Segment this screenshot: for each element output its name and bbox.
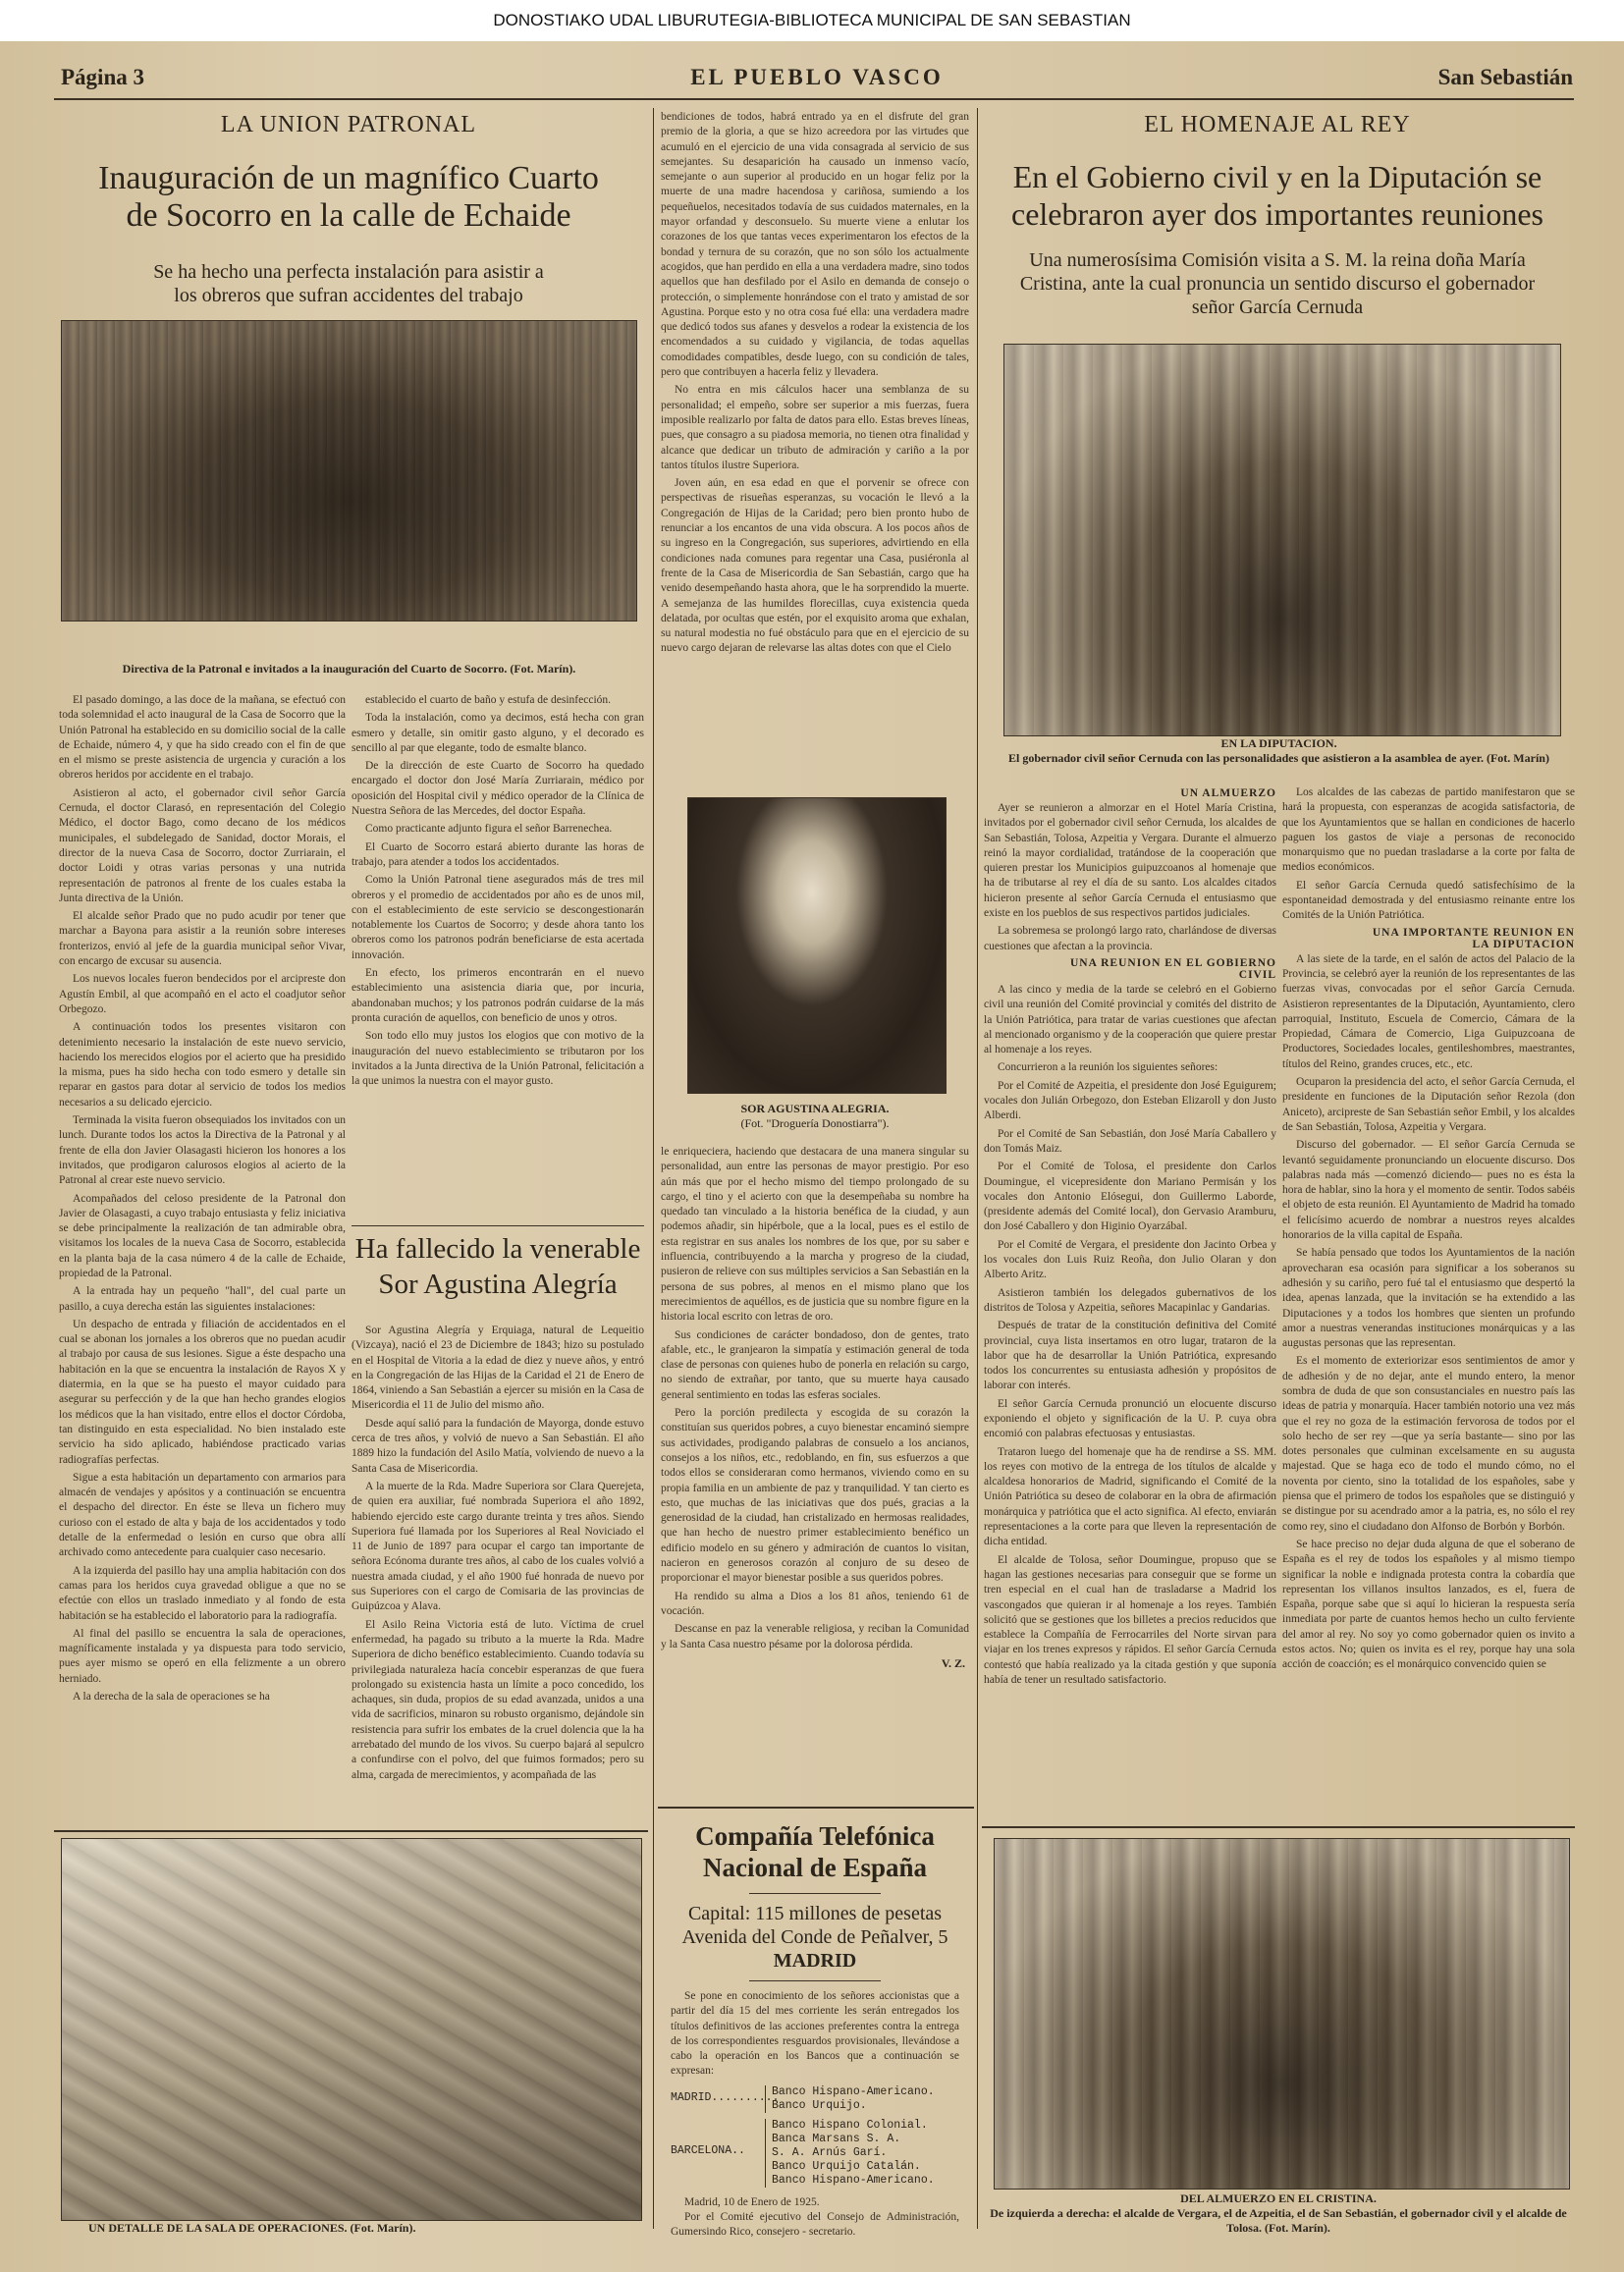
union-header bbox=[54, 110, 643, 316]
madrid-label: MADRID.......... bbox=[671, 2090, 780, 2104]
union-kicker: LA UNION PATRONAL bbox=[220, 112, 477, 137]
homenaje-paragraph: Después de tratar de la constitución definitiva del Comité provincial, cuya lista insertamos en otro lugar, trataron de la labor que ha de desarrollar la Unión Patriótica, expresando todos los concurrentes su entusiasta adhesión y propósitos de laborar con interés. bbox=[984, 1320, 1276, 1392]
homenaje-paragraph: Discurso del gobernador. — El señor García Cernuda se levantó seguidamente pronunciando un elocuente discurso. Dos palabras nada más —comenzó diciendo— pues no es ésta la hora de hablar, sino la hora y el momento de sentir. Todos sabéis el objeto de esta reunión. El Ayuntamiento de Madrid ha tomado el felicísimo acuerdo de nombrar a nuestros reyes alcaldes honorarios de la villa capital de España. bbox=[1282, 1139, 1575, 1242]
union-headline: Inauguración de un magnífico Cuarto de Socorro en la calle de Echaide bbox=[98, 160, 599, 234]
union-paragraph: Como la Unión Patronal tiene asegurados más de tres mil obreros y el promedio de accidentados por año es de unos mil, con el establecimiento de este servicio se descongestionarán notablemente los Cuartos de Socorro; y desde ahora tanto los obreros como los patronos podrán beneficiarse de esta acertada innovación. bbox=[352, 874, 644, 961]
union-paragraph: El pasado domingo, a las doce de la mañana, se efectuó con toda solemnidad el acto inaugural de la Casa de Socorro que la Unión Patronal ha establecido en su domicilio social de la calle de Echaide, número 4, y que ha sido creado con el fin de que en el mismo se preste asistencia de urgencia y curación a los obreros heridos por accidente en el trabajo. bbox=[59, 694, 346, 782]
sor-body bbox=[352, 1324, 644, 1814]
union-paragraph: A la izquierda del pasillo hay una amplia habitación con dos camas para los heridos cuya gravedad obligue a que no se efectúe con ellos un traslado inmediato y al fondo de esta habitación se ha establecido el laboratorio para la radiografía. bbox=[59, 1564, 346, 1622]
operating-room-caption: UN DETALLE DE LA SALA DE OPERACIONES. (Fot. Marín). bbox=[88, 2221, 416, 2235]
sor-agustina-photo bbox=[687, 797, 947, 1094]
homenaje-paragraph: La sobremesa se prolongó largo rato, charlándose de diversas cuestiones que afectan a la provincia. bbox=[984, 925, 1276, 952]
section-rule bbox=[54, 1830, 648, 1832]
ad-divider bbox=[749, 1893, 881, 1894]
bank-name: Banca Marsans S. A. bbox=[772, 2132, 901, 2145]
page-number: Página 3 bbox=[61, 65, 144, 89]
sor-paragraph: Joven aún, en esa edad en que el porvenir se ofrece con perspectivas de risueñas esperanzas, su vocación le llevó a la Congregación de Hijas de la Caridad; pero bien pronto hubo de renunciar a los encantos de una vida obscura. A los pocos años de su ingreso en la Congregación, sus superiores, advirtiendo en ella condiciones nada comunes para regentar una Casa, pusiéronla al frente de la Casa de Misericordia de San Sebastián, cargo que ha venido desempeñando hasta ahora, que le ha sorprendido la muerte. A semejanza de las humildes florecillas, cuya existencia queda delatada, por ocultas que estén, por el exquisito aroma que exhalan, su natural modestia no fué obstáculo para que en el ejercicio de su nuevo cargo dejaran de relevarse las altas dotes con que el Cielo bbox=[661, 477, 969, 655]
sor-paragraph: Sor Agustina Alegría y Erquiaga, natural de Lequeitio (Vizcaya), nació el 23 de Diciembre de 1843; hizo su postulado en el Hospital de Vitoria a la edad de diez y nueve años, y entró en la Congregación de las Hijas de la Caridad el 21 de Enero de 1864, viniendo a San Sebastián a ejercer su misión en la Casa de Misericordia el 11 de Julio del mismo año. bbox=[352, 1325, 644, 1412]
homenaje-paragraph: Ocuparon la presidencia del acto, el señor García Cernuda, el presidente en funciones de la Diputación señor Rezola (don Aniceto), arcipreste de San Sebastián señor Embil, y los alcaldes de San Sebastián, Tolosa, Azpeitia y Vergara. bbox=[1282, 1076, 1575, 1133]
homenaje-paragraph: Por el Comité de Vergara, el presidente don Jacinto Orbea y los vocales don Luis Ruiz Reoña, don Julio Olaran y don Alberto Aritz. bbox=[984, 1238, 1276, 1281]
union-photo-caption-wrap bbox=[57, 662, 641, 681]
bank-name: Banco Hispano Colonial. bbox=[772, 2118, 928, 2132]
sor-paragraph: le enriqueciera, haciendo que destacara de una manera singular su personalidad, aun entre las personas de mayor prestigio. Por eso aún más que por el hecho mismo del tiempo prolongado de su cargo, el tino y el acierto con que la desempeñaba su nombre ha quedado tan vinculado a la historia benéfica de la ciudad, y aun podemos añadir, sin hipérbole, que a la local, pues es el estilo de esta registrar en sus anales los nombres de los que, por su saber e influencia, contribuyendo a la marcha y progreso de la ciudad, pusieron de relieve con sus múltiples servicios a San Sebastián en la persona de sus pobres, al menos en el mismo plano que los merecimientos de aquéllos, es de justicia que su nombre figure en la historia local escrito con letras de oro. bbox=[661, 1146, 969, 1324]
homenaje-body-right bbox=[1282, 785, 1575, 1818]
homenaje-kicker: EL HOMENAJE AL REY bbox=[1144, 112, 1411, 137]
diputacion-photo bbox=[1003, 344, 1561, 736]
homenaje-paragraph: Concurrieron a la reunión los siguientes señores: bbox=[998, 1061, 1218, 1074]
sor-paragraph: Ha rendido su alma a Dios a los 81 años, teniendo 61 de vocación. bbox=[661, 1590, 969, 1617]
barcelona-label: BARCELONA.. bbox=[671, 2143, 745, 2157]
union-paragraph: A la entrada hay un pequeño "hall", del cual parte un pasillo, a cuya derecha están las siguientes instalaciones: bbox=[59, 1285, 346, 1313]
union-paragraph: Como practicante adjunto figura el señor Barrenechea. bbox=[365, 823, 613, 836]
homenaje-paragraph: El señor García Cernuda quedó satisfechísimo de la espontaneidad demostrada y del entusiasmo reinante entre los Comités de la Unión Patriótica. bbox=[1282, 879, 1575, 922]
bank-name: Banco Hispano-Americano. bbox=[772, 2084, 935, 2098]
diputacion-photo-title: EN LA DIPUTACION. bbox=[1220, 736, 1337, 750]
union-body-right bbox=[352, 693, 644, 1223]
sor-body-mid bbox=[661, 1145, 969, 1799]
union-photo-caption: Directiva de la Patronal e invitados a la inauguración del Cuarto de Socorro. (Fot. Marín). bbox=[122, 662, 576, 676]
bank-name: Banco Urquijo. bbox=[772, 2098, 867, 2112]
almuerzo-photo-title: DEL ALMUERZO EN EL CRISTINA. bbox=[1180, 2191, 1377, 2205]
homenaje-paragraph: Por el Comité de Azpeitia, el presidente don José Eguigurem; vocales don Julián Orbegozo, don Esteban Elizaroll y don Justo Alberdi. bbox=[984, 1079, 1276, 1122]
union-paragraph: Son todo ello muy justos los elogios que con motivo de la inauguración del nuevo establecimiento se tributaron por los invitados a la Junta directiva de la Unión Patronal, felicitación a la que unimos la nuestra con el mayor gusto. bbox=[352, 1030, 644, 1088]
union-paragraph: Sigue a esta habitación un departamento con armarios para almacén de vendajes y apósitos y a continuación se encuentra el despacho del director. En éste se lleva un fichero muy curioso con el estado de alta y baja de los accidentados y todo detalle de la enfermedad o lesión en curso que obra allí archivado como antecedente para cualquier caso necesario. bbox=[59, 1471, 346, 1559]
sor-paragraph: A la muerte de la Rda. Madre Superiora sor Clara Querejeta, de quien era auxiliar, fué nombrada Superiora el año 1892, habiendo ejercido este cargo durante treinta y tres años. Siendo Superiora fué llamada por los Superiores al Real Noviciado el 11 de Junio de 1897 para ocupar el cargo tan importante de señora Ecónoma durante tres años, al cabo de los cuales volvió a nuestra amada ciudad, y el año 1900 fué honrada de nuevo por sus Superiores con el cargo de Comisaria de las provincias de Guipúzcoa y Alava. bbox=[352, 1480, 644, 1613]
homenaje-paragraph: Se había pensado que todos los Ayuntamientos de la nación aprovecharan esa ocasión para significar a los soberanos su adhesión y su cariño, pero fué tal el entusiasmo que despertó la idea, apenas lanzada, que la invitación se ha extendido a las Diputaciones y a todos los hombres que sienten un profundo amor a nuestras venerandas instituciones monárquicas y a las augustas personas que las representan. bbox=[1282, 1247, 1575, 1350]
homenaje-paragraph: Es el momento de exteriorizar esos sentimientos de amor y de adhesión y de no dejar, ante el mundo entero, la menor sombra de duda de que son consustanciales en nuestro país las ideas de patria y monarquía. Hacer también notorio una vez más que el rey no goza de la estimación fervorosa de todos por el solo hecho de ser rey —que ya sería bastante— sino por las dotes personales que culminan excelsamente en su augusta majestad. Que se haga eco de todo el mundo cómo, no el noventa por ciento, sino la totalidad de los españoles, sabe y piensa que el primero de todos los españoles que se distinguió y se distingue por su acendrado amor a la patria, es, no sólo el rey como rey, sino el ciudadano don Alfonso de Borbón y Borbón. bbox=[1282, 1355, 1575, 1533]
ad-divider bbox=[749, 1980, 881, 1981]
union-paragraph: Los nuevos locales fueron bendecidos por el arcipreste don Agustín Embil, al que acompañó en el acto el coadjutor señor Orbegozo. bbox=[59, 973, 346, 1015]
section-rule bbox=[982, 1826, 1575, 1828]
section-heading: UNA IMPORTANTE REUNION EN LA DIPUTACION bbox=[1372, 926, 1575, 950]
column-rule bbox=[653, 108, 654, 2229]
operating-room-caption-wrap bbox=[88, 2221, 619, 2241]
homenaje-subhead: Una numerosísima Comisión visita a S. M. la reina doña María Cristina, ante la cual pronuncia un sentido discurso el gobernador señor García Cernuda bbox=[1019, 249, 1536, 318]
homenaje-paragraph: Asistieron también los delegados gubernativos de los distritos de Tolosa y Azpeitia, señores Macapinlac y Gandarias. bbox=[984, 1286, 1276, 1314]
union-paragraph: De la dirección de este Cuarto de Socorro ha quedado encargado el doctor don José María Zurriarain, médico por oposición del Hospital civil y médico operador de la Clínica de Nuestra Señora de las Mercedes, del doctor España. bbox=[352, 760, 644, 818]
union-paragraph: Terminada la visita fueron obsequiados los invitados con un lunch. Durante todos los actos la Directiva de la Patronal y al frente de ella don Javier Olasagasti hicieron los honores a los invitados, que prodigaron calurosos elogios al acierto de la Patronal al crear este nuevo servicio. bbox=[59, 1114, 346, 1187]
homenaje-paragraph: A las cinco y media de la tarde se celebró en el Gobierno civil una reunión del Comité provincial y comités del distrito de la Unión Patriótica, para tratar de varias cuestiones que afectan al mencionado organismo y de la cooperación que quiere prestar al homenaje a los reyes. bbox=[984, 983, 1276, 1056]
sor-signature: V. Z. bbox=[941, 1655, 965, 1670]
union-paragraph: En efecto, los primeros encontrarán en el nuevo establecimiento una asistencia diaria que, por incuria, abandonaban muchos; y los patronos podrán cuidarse de la más pronta curación de aquellos, con beneficio de unos y otros. bbox=[352, 967, 644, 1024]
sor-photo-credit: (Fot. "Droguería Donostiarra"). bbox=[740, 1116, 890, 1130]
union-paragraph: Un despacho de entrada y filiación de accidentados en el cual se abonan los jornales a los obreros que no puedan acudir al trabajo por causa de sus lesiones. Sigue a éste despacho una habitación en la que se encuentra la instalación de Rayos X y diatermia, en la que se ha puesto el mayor cuidado para asegurar su perfección y de la que han hecho grandes elogios los médicos que la han visitado, entre ellos el doctor Córdoba, tan distinguido en esta especialidad. No bien instalado este servicio ha sido aplicado, habiéndose practicado varias radiografías perfectas. bbox=[59, 1318, 346, 1466]
sor-paragraph: Desde aquí salió para la fundación de Mayorga, donde estuvo cerca de tres años, y volvió de nuevo a San Sebastián. El año 1889 hizo la fundación del Asilo Matía, volviendo de nuevo a la Santa Casa de Misericordia. bbox=[352, 1417, 644, 1475]
masthead-rule bbox=[54, 98, 1574, 100]
section-heading: UN ALMUERZO bbox=[1180, 787, 1276, 799]
homenaje-paragraph: El alcalde de Tolosa, señor Doumingue, propuso que se hagan las gestiones necesarias para conseguir que se forme un tren especial en el cual han de trasladarse a Madrid los vascongados que quieran ir al homenaje a los reyes. También solicitó que se gestiones que los billetes a precios reducidos que establece la Compañía de Ferrocarriles del Norte sirvan para viajar en los trenes expresos y rápidos. El señor García Cernuda contestó que había realizado ya la citada gestión y que suponía había de tener un resultado satisfactorio. bbox=[984, 1553, 1276, 1687]
telefonica-notice: Se pone en conocimiento de los señores accionistas que a partir del día 15 del mes corriente les serán entregados los títulos definitivos de las acciones preferentes contra la entrega de los correspondientes resguardos provisionales, llevándose a cabo la operación en los Bancos que a continuación se expresan: bbox=[671, 1990, 959, 2078]
homenaje-paragraph: A las siete de la tarde, en el salón de actos del Palacio de la Provincia, se celebró ayer la reunión de los representantes de las fuerzas vivas, convocadas por el señor García Cernuda. Asistieron representantes de la Diputación, Ayuntamiento, clero parroquial, Instituto, Escuela de Comercio, Cámara de la Propiedad, Cámara de Comercio, Liga Guipuzcoana de Productores, Sociedades locales, gentileshombres, maestrantes, títulos del Reino, grandes cruces, etc., etc. bbox=[1282, 952, 1575, 1070]
union-paragraph: Asistieron al acto, el gobernador civil señor García Cernuda, el doctor Clarasó, en representación del Colegio Médico, el doctor Bago, como decano de los médicos municipales, el subdelegado de Sanidad, doctor Morais, el director de la nueva Casa de Socorro, doctor Zurriarain, el doctor Loidi y otras varias personas y una nutrida representación de patronos al frente de los cuales estaba la Junta directiva de la Unión. bbox=[59, 786, 346, 904]
ad-border-top bbox=[658, 1807, 974, 1809]
homenaje-header bbox=[980, 110, 1575, 342]
section-rule bbox=[352, 1225, 644, 1226]
column-rule bbox=[977, 108, 978, 2229]
bank-name: Banco Hispano-Americano. bbox=[772, 2173, 935, 2187]
sor-photo-caption-wrap bbox=[661, 1102, 969, 1137]
masthead bbox=[61, 65, 1573, 94]
homenaje-paragraph: Ayer se reunieron a almorzar en el Hotel María Cristina, invitados por el gobernador civil señor Cernuda, los alcaldes de San Sebastián, Tolosa, Azpeitia y Vergara. Durante el almuerzo reinó la mayor cordialidad, tratándose de la cooperación que quieren prestar los Municipios guipuzcoanos al homenaje que ha de tributarse al rey el día de su santo. Los alcaldes citados hicieron presente al señor García Cernuda el entusiasmo que existe en los pueblos de sus respectivos partidos judiciales. bbox=[984, 802, 1276, 920]
sor-paragraph: Pero la porción predilecta y escogida de su corazón la constituían sus queridos pobres, a cuyo bienestar encaminó siempre sus actividades, prodigando palabras de consuelo a los ancianos, consejos a los niños, etc., redoblando, en fin, sus esfuerzos a que todos ellos se consideraran como hermanos, viviendo como en su propia familia en un ambiente de paz y tranquilidad. Y tan cierto es esto, que muchas de las iniciativas que dos pués, gracias a la generosidad de la ciudad, han cristalizado en hermosas realidades, que han hecho de nuestro primer establecimiento benéfico un edificio modelo en su género y admiración de cuantos lo visitan, nacieron en generosos corazón al conjuro de su deseo de proporcionar el mayor bienestar posible a sus queridos pobres. bbox=[661, 1407, 969, 1585]
bank-name: S. A. Arnús Garí. bbox=[772, 2145, 888, 2159]
union-subhead: Se ha hecho una perfecta instalación para asistir a los obreros que sufran accidentes del trabajo bbox=[153, 261, 544, 306]
homenaje-paragraph: Por el Comité de San Sebastián, don José María Caballero y don Tomás Maiz. bbox=[984, 1127, 1276, 1155]
homenaje-paragraph: Se hace preciso no dejar duda alguna de que el soberano de España es el rey de todos los españoles y al mismo tiempo significar la noble e indignada protesta contra la cobardía que representan los villanos insultos lanzados, es el, fuera de España, porque sabe que si aquí lo hicieran la respuesta sería inmediata por parte de cuantos hemos hecho un culto ferviente del amor al rey. No soy yo como gobernador quien os invito a estos actos. No; quien os invita es el rey, porque hay una sola acción de coacción; es el monárquico convencido quien se bbox=[1282, 1538, 1575, 1671]
union-paragraph: A la derecha de la sala de operaciones se ha bbox=[73, 1691, 270, 1703]
operating-room-photo bbox=[61, 1838, 642, 2221]
telefonica-city: MADRID bbox=[773, 1950, 857, 1972]
union-photo bbox=[61, 320, 637, 622]
telefonica-address: Avenida del Conde de Peñalver, 5 bbox=[681, 1926, 948, 1948]
homenaje-paragraph: El señor García Cernuda pronunció un elocuente discurso exponiendo el objeto y significación de la U. P. cuya obra encomió con palabras efectuosas y entusiastas. bbox=[984, 1397, 1276, 1440]
sor-headline: Ha fallecido la venerable Sor Agustina Alegría bbox=[354, 1233, 641, 1300]
homenaje-paragraph: Los alcaldes de las cabezas de partido manifestaron que se hará la propuesta, con esperanzas de acogida satisfactoria, de que los Ayuntamientos que se hallan en condiciones de hacerlo paguen los gastos de viaje a personas de reconocido monarquismo que no puedan trasladarse a la corte por falta de medios económicos. bbox=[1282, 786, 1575, 874]
archive-header: DONOSTIAKO UDAL LIBURUTEGIA-BIBLIOTECA MUNICIPAL DE SAN SEBASTIAN bbox=[0, 0, 1624, 41]
union-body-left bbox=[59, 693, 346, 1812]
union-paragraph: Acompañados del celoso presidente de la Patronal don Javier de Olasagasti, a cuyo trabajo entusiasta y feliz iniciativa se debe principalmente la realización de tan admirable obra, visitamos los locales de la nueva Casa de Socorro, establecida en la planta baja de la casa número 4 de la calle de Echaide, propiedad de la Patronal. bbox=[59, 1192, 346, 1279]
union-paragraph: El Cuarto de Socorro estará abierto durante las horas de trabajo, para atender a todos los accidentados. bbox=[352, 840, 644, 868]
homenaje-body-left bbox=[984, 785, 1276, 1818]
telefonica-capital: Capital: 115 millones de pesetas bbox=[687, 1903, 943, 1924]
sor-paragraph: El Asilo Reina Victoria está de luto. Víctima de cruel enfermedad, ha pagado su tributo a la muerte la Rda. Madre Superiora de dicho benéfico establecimiento. Cuando todavía su privilegiada naturaleza hacía concebir esperanzas de que fuera prolongado su existencia hasta un límite a poco concedido, los achaques, sin duda, propios de su edad avanzada, unidos a una vida de sacrificios, minaron su robusto organismo, dejándole sin resistencia para sufrir los embates de la cruel dolencia que la ha arrebatado del mundo de los vivos. Su cuerpo bajará al sepulcro a confundirse con el polvo, del que fuimos formados; pero su alma, cargada de merecimientos, y acompañada de las bbox=[352, 1618, 644, 1781]
union-paragraph: establecido el cuarto de baño y estufa de desinfección. bbox=[365, 694, 612, 706]
telefonica-ad bbox=[661, 1814, 969, 2239]
diputacion-caption-wrap bbox=[992, 736, 1566, 778]
sor-paragraph: Descanse en paz la venerable religiosa, y reciban la Comunidad y la Santa Casa nuestro pésame por la dolorosa pérdida. bbox=[661, 1623, 969, 1650]
sor-photo-caption: SOR AGUSTINA ALEGRIA. bbox=[740, 1102, 890, 1115]
telefonica-signer: Por el Comité ejecutivo del Consejo de Administración, Gumersindo Rico, consejero - secretario. bbox=[671, 2211, 959, 2239]
almuerzo-photo-caption: De izquierda a derecha: el alcalde de Vergara, el de Azpeitia, el de San Sebastián, el gobernador civil y el alcalde de Tolosa. (Fot. Marín). bbox=[990, 2206, 1567, 2235]
bank-name: Banco Urquijo Catalán. bbox=[772, 2159, 921, 2173]
union-paragraph: A continuación todos los presentes visitaron con detenimiento necesario la instalación de este nuevo servicio, haciendo los merecidos elogios por el acierto que ha presidido la misma, pues ha sido hecha con todo esmero y detalle sin reparar en gastos para dotar al servicio de todos los medios necesarios a su delicado ejercicio. bbox=[59, 1021, 346, 1109]
homenaje-paragraph: Trataron luego del homenaje que ha de rendirse a SS. MM. los reyes con motivo de la entrega de los títulos de alcalde y alcaldesa honorarios de Madrid, significando el Comité de la Unión Patriótica su deseo de colaborar en la obra de afirmación monárquica y patriótica que el acto significa. Al efecto, enviarán representaciones a la corte para que lleven la representación de dicha entidad. bbox=[984, 1445, 1276, 1548]
almuerzo-caption-wrap bbox=[982, 2191, 1575, 2245]
telefonica-title: Compañía Telefónica Nacional de España bbox=[695, 1821, 935, 1882]
sor-header bbox=[352, 1231, 644, 1320]
union-paragraph: Toda la instalación, como ya decimos, está hecha con gran esmero y detalle, sin omitir gasto alguno, y el decorado es sencillo al par que elegante, todo de esmalte blanco. bbox=[352, 712, 644, 754]
city-name: San Sebastián bbox=[1437, 65, 1573, 89]
homenaje-headline: En el Gobierno civil y en la Diputación se celebraron ayer dos importantes reuniones bbox=[1010, 159, 1543, 232]
sor-paragraph: No entra en mis cálculos hacer una semblanza de su personalidad; el empeño, sobre ser superior a mis fuerzas, fuera imposible realizarlo por falta de datos para ello. Estas breves líneas, pues, que consagro a su piadosa memoria, no tienen otra finalidad y alcance que dedicar un tributo de admiración y cariño a la por tantos títulos ilustre Superiora. bbox=[661, 384, 969, 471]
sor-continuation bbox=[661, 110, 969, 787]
section-heading: UNA REUNION EN EL GOBIERNO CIVIL bbox=[1069, 956, 1276, 981]
union-paragraph: Al final del pasillo se encuentra la sala de operaciones, magníficamente instalada y ya dispuesta para todo servicio, pues ayer mismo se operó en ella felizmente a un obrero herniado. bbox=[59, 1627, 346, 1685]
homenaje-paragraph: Por el Comité de Tolosa, el presidente don Carlos Doumingue, el vicepresidente don Mariano Permisán y los vocales don Antonio Elósegui, don Guillermo Laborde, (presidente además del Comité local), don Gervasio Aramburu, don José Caballero y don Higinio Oyarzábal. bbox=[984, 1161, 1276, 1233]
almuerzo-photo bbox=[994, 1838, 1570, 2190]
sor-paragraph: bendiciones de todos, habrá entrado ya en el disfrute del gran premio de la gloria, a que se hizo acreedora por las virtudes que acumuló en el ejercicio de una vida consagrada al servicio de sus semejantes. Su desaparición ha causado un inmenso vacío, semejante o aun superior al producido en un hogar feliz por la muerte de una madre hacendosa y cariñosa, sumiendo a los pequeñuelos, necesitados todavía de sus cuidados maternales, en la mayor orfandad y desconsuelo. Su muerte viene a enlutar los corazones de los que tantas veces experimentaron los efectos de la bondad y ternura de su corazón, que no son sólo los actualmente acogidos, que han perdido en ella a una verdadera madre, sino todos aquellos que han desfilado por el Asilo en demanda de consejo o protección, o simplemente honrándose con el trato y amistad de sor Agustina. Porque esto y no otra cosa fué ella: una verdadera madre que dedicó todos sus afanes y desvelos a rodear la existencia de los encomendados a su cuidado y vigilancia, de todas aquellas comodidades compatibles, desde luego, con su condición de tales, pero que contribuyen a hacerla feliz y llevadera. bbox=[661, 111, 969, 379]
telefonica-date: Madrid, 10 de Enero de 1925. bbox=[684, 2195, 820, 2208]
diputacion-photo-caption: El gobernador civil señor Cernuda con las personalidades que asistieron a la asamblea de ayer. (Fot. Marín) bbox=[1008, 751, 1549, 765]
sor-paragraph: Sus condiciones de carácter bondadoso, don de gentes, trato afable, etc., le granjearon la simpatía y estimación general de toda clase de personas con quienes hubo de ponerla en relación su cargo, no siendo de extrañar, por tanto, que su muerte haya causado general sentimiento en todas las esferas sociales. bbox=[661, 1328, 969, 1401]
union-paragraph: El alcalde señor Prado que no pudo acudir por tener que marchar a Bayona para asistir a la reunión sobre intereses fronterizos, envió al jefe de la guardia municipal señor Vivar, con encargo de excusar su ausencia. bbox=[59, 910, 346, 968]
newspaper-title: EL PUEBLO VASCO bbox=[690, 65, 944, 89]
